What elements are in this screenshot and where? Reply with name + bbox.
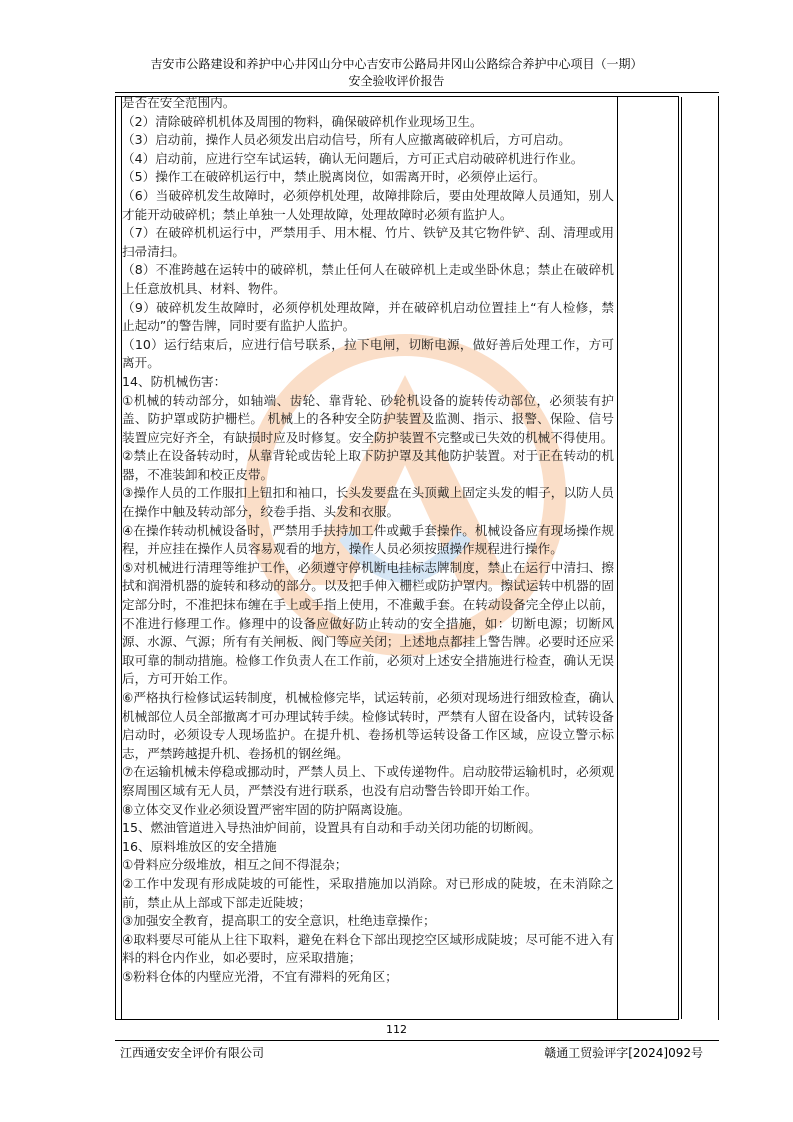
content-line: ①机械的转动部分，如轴端、齿轮、靠背轮、砂轮机设备的旋转传动部位，必须装有护盖、防护罩或防护栅栏。 机械上的各种安全防护装置及监测、指示、报警、保险、信号装置应完好齐全，有缺损时应及时修复。安全防护装置不完整或已失效的机械不得使用。 <box>122 392 614 445</box>
content-line: （10）运行结束后，应进行信号联系，拉下电闸，切断电源，做好善后处理工作，方可离开。 <box>122 336 614 371</box>
section-heading: 14、防机械伤害： <box>122 373 227 389</box>
section-heading: 15、燃油管道进入导热油炉间前，设置具有自动和手动关闭功能的切断阀。 <box>122 820 542 836</box>
page-header <box>0 56 793 90</box>
content-line: （7）在破碎机机运行中，严禁用手、用木棍、竹片、铁铲及其它物件铲、刮、清理或用扫帚清扫。 <box>122 225 614 259</box>
footer-company: 江西通安安全评价有限公司 <box>120 1046 265 1060</box>
content-line: ④在操作转动机械设备时，严禁用手扶持加工件或戴手套操作。机械设备应有现场操作规程，并应挂在操作人员容易观看的地方，操作人员必须按照操作规程进行操作。 <box>122 522 614 557</box>
content-line: ⑤对机械进行清理等维护工作，必须遵守停机断电挂标志牌制度，禁止在运行中清扫、擦拭和润滑机器的旋转和移动的部分。以及把手伸入栅栏或防护罩内。擦试运转中机器的固定部分时，不准把抹布缠在手上或手指上使用，不准戴手套。在转动设备完全停止以前，不准进行修理工作。修理中的设备应做好防止转动的安全措施，如：切断电源；切断风源、水源、气源；所有有关闸板、阀门等应关闭；上述地点都挂上警告牌。必要时还应采取可靠的制动措施。检修工作负责人在工作前，必须对上述安全措施进行检查，确认无误后，方可开始工作。 <box>122 559 614 687</box>
content-line: ⑦在运输机械未停稳或挪动时，严禁人员上、下或传递物件。启动胶带运输机时，必须观察周围区域有无人员，严禁没有进行联系，也没有启动警告铃即开始工作。 <box>122 764 614 798</box>
content-line: ④取料要尽可能从上往下取料，避免在料仓下部出现挖空区域形成陡坡；尽可能不进入有料的料仓内作业，如必要时，应采取措施； <box>122 931 614 966</box>
section-heading: 16、原料堆放区的安全措施 <box>122 838 277 854</box>
content-line: ⑥严格执行检修试运转制度，机械检修完毕，试运转前，必须对现场进行细致检查，确认机械部位人员全部撤离才可办理试转手续。检修试转时，严禁有人留在设备内，试转设备启动时，必须设专人现场监护。在提升机、卷扬机等运转设备工作区域，应设立警示标志，严禁跨越提升机、卷扬机的钢丝绳。 <box>122 690 614 761</box>
header-title-line2: 安全验收评价报告 <box>348 74 445 88</box>
header-title-line1: 吉安市公路建设和养护中心井冈山分中心吉安市公路局井冈山公路综合养护中心项目（一期） <box>150 57 643 71</box>
content-line: ③加强安全教育，提高职工的安全意识，杜绝违章操作； <box>122 913 436 929</box>
content-line: ③操作人员的工作服扣上钮扣和袖口，长头发要盘在头顶戴上固定头发的帽子，以防人员在操作中触及转动部分，绞卷手指、头发和衣服。 <box>122 485 614 520</box>
content-line: ①骨料应分级堆放，相互之间不得混杂； <box>122 857 348 873</box>
table-right-border <box>718 96 719 1020</box>
table-column-divider-1 <box>617 97 618 1019</box>
content-line: （3）启动前，操作人员必须发出启动信号，所有人应撤离破碎机后，方可启动。 <box>122 132 571 148</box>
content-line: （8）不准跨越在运转中的破碎机，禁止任何人在破碎机上走或坐卧休息；禁止在破碎机上任意放机具、材料、物件。 <box>122 262 614 296</box>
content-line: ⑧立体交叉作业必须设置严密牢固的防护隔离设施。 <box>122 801 411 817</box>
table-column-divider-2 <box>681 97 682 1019</box>
content-line: （4）启动前，应进行空车试运转，确认无问题后，方可正式启动破碎机进行作业。 <box>122 150 584 166</box>
content-line: ②工作中发现有形成陡坡的可能性，采取措施加以消除。对已形成的陡坡，在未消除之前，禁止从上部或下部走近陡坡； <box>122 875 614 910</box>
content-line: （9）破碎机发生故障时，必须停机处理故障，并在破碎机启动位置挂上“有人检修，禁止起动”的警告牌，同时要有监护人监护。 <box>122 299 614 334</box>
footer-rule <box>115 1040 719 1041</box>
content-line: 是否在安全范围内。 <box>122 95 236 110</box>
content-cell <box>122 94 614 987</box>
content-line: （5）操作工在破碎机运行中，禁止脱离岗位，如需离开时，必须停止运行。 <box>122 169 546 185</box>
footer-doc-code: 赣通工贸验评字[2024]092号 <box>544 1046 703 1060</box>
content-line: ②禁止在设备转动时，从靠背轮或齿轮上取下防护罩及其他防护装置。对于正在转动的机器，不准装卸和校正皮带。 <box>122 448 614 482</box>
content-line: （2）清除破碎机机体及周围的物料，确保破碎机作业现场卫生。 <box>122 113 483 129</box>
content-line: ⑤粉料仓体的内壁应光滑，不宜有滞料的死角区； <box>122 968 398 984</box>
page-number: 112 <box>386 1023 407 1036</box>
header-rule <box>115 92 719 93</box>
content-line: （6）当破碎机发生故障时，必须停机处理，故障排除后，要由处理故障人员通知，别人才能开动破碎机；禁止单独一人处理故障，处理故障时必须有监护人。 <box>122 187 614 222</box>
